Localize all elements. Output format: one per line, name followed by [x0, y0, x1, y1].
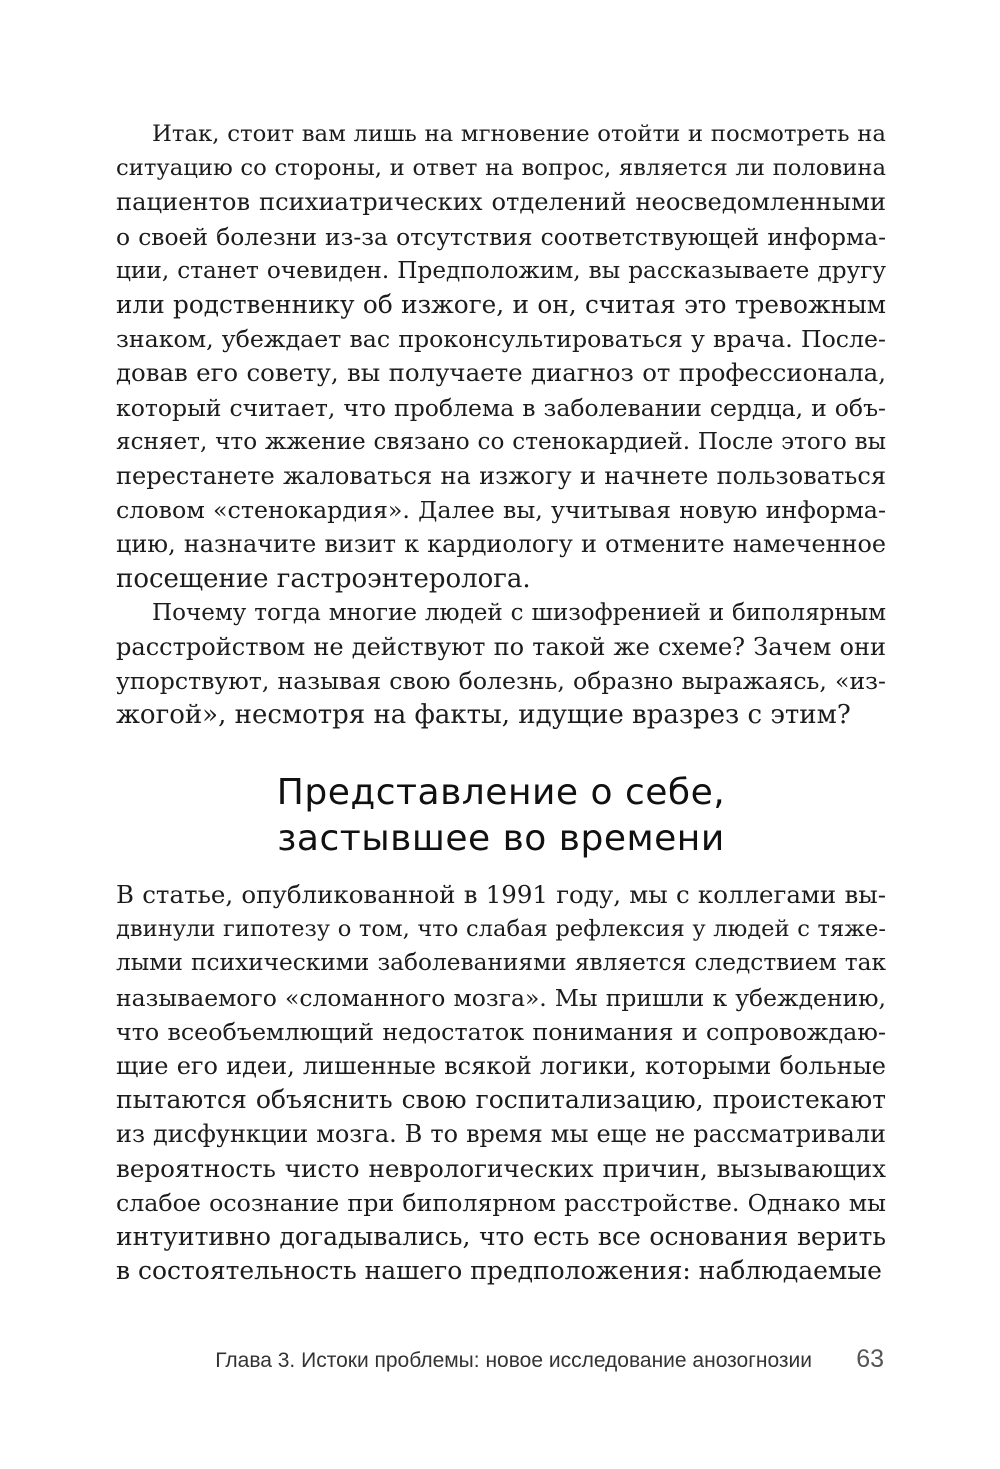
- text-line: словом «стенокардия». Далее вы, учитывая новую информа-: [116, 496, 886, 525]
- text-line: расстройством не действуют по такой же схеме? Зачем они: [116, 633, 886, 662]
- text-line: интуитивно догадывались, что есть все основания верить: [116, 1222, 886, 1252]
- text-line: двинули гипотезу о том, что слабая рефлексия у людей с тяже-: [116, 916, 886, 943]
- text-line: ситуацию со стороны, и ответ на вопрос, является ли половина: [116, 155, 886, 182]
- page-number: 63: [856, 1345, 884, 1373]
- text-line: пациентов психиатрических отделений неосведомленными: [116, 188, 886, 217]
- text-line: называемого «сломанного мозга». Мы пришли к убеждению,: [116, 983, 886, 1012]
- text-line: посещение гастроэнтеролога.: [116, 563, 531, 594]
- text-line: довав его совету, вы получаете диагноз от профессионала,: [116, 358, 886, 388]
- text-line: цию, назначите визит к кардиологу и отмените намеченное: [116, 530, 886, 559]
- text-line: В статье, опубликованной в 1991 году, мы с коллегами вы-: [116, 880, 886, 909]
- text-line: Итак, стоит вам лишь на мгновение отойти и посмотреть на: [152, 121, 886, 147]
- text-line: слабое осознание при биполярном расстройстве. Однако мы: [116, 1188, 886, 1217]
- text-line: знаком, убеждает вас проконсультироваться у врача. После-: [116, 325, 886, 354]
- text-line: о своей болезни из-за отсутствия соответствующей информа-: [116, 222, 886, 251]
- text-line: щие его идеи, лишенные всякой логики, которыми больные: [116, 1052, 886, 1081]
- text-line: из дисфункции мозга. В то время мы еще не рассматривали: [116, 1120, 886, 1149]
- section-heading-line-2: застывшее во времени: [277, 818, 725, 859]
- text-line: пытаются объяснить свою госпитализацию, проистекают: [116, 1085, 886, 1115]
- text-line: что всеобъемлющий недостаток понимания и сопровождаю-: [116, 1017, 886, 1046]
- text-line: упорствуют, называя свою болезнь, образно выражаясь, «из-: [116, 667, 886, 696]
- text-line: жогой», несмотря на факты, идущие вразрез с этим?: [116, 700, 851, 731]
- text-line: ции, станет очевиден. Предположим, вы рассказываете другу: [116, 256, 886, 284]
- text-line: ясняет, что жжение связано со стенокардией. После этого вы: [116, 428, 886, 455]
- section-heading-line-1: Представление о себе,: [276, 772, 726, 813]
- paragraph: [116, 596, 886, 733]
- text-line: или родственнику об изжоге, и он, считая это тревожным: [116, 290, 886, 320]
- section-heading: [116, 770, 886, 862]
- text-line: перестанете жаловаться на изжогу и начнете пользоваться: [116, 462, 886, 491]
- page-footer: [116, 1345, 886, 1379]
- paragraph: [116, 117, 886, 596]
- body-text-bottom: [116, 878, 886, 1288]
- body-text-top: [116, 117, 886, 733]
- text-line: Почему тогда многие людей с шизофренией и биполярным: [152, 599, 886, 626]
- text-line: который считает, что проблема в заболевании сердца, и объ-: [116, 393, 886, 422]
- text-line: вероятность чисто неврологических причин, вызывающих: [116, 1153, 886, 1183]
- text-line: в состоятельность нашего предположения: наблюдаемые: [116, 1256, 882, 1286]
- running-title: Глава 3. Истоки проблемы: новое исследование анозогнозии: [215, 1349, 812, 1372]
- paragraph: [116, 878, 886, 1288]
- text-line: лыми психическими заболеваниями является следствием так: [116, 949, 886, 977]
